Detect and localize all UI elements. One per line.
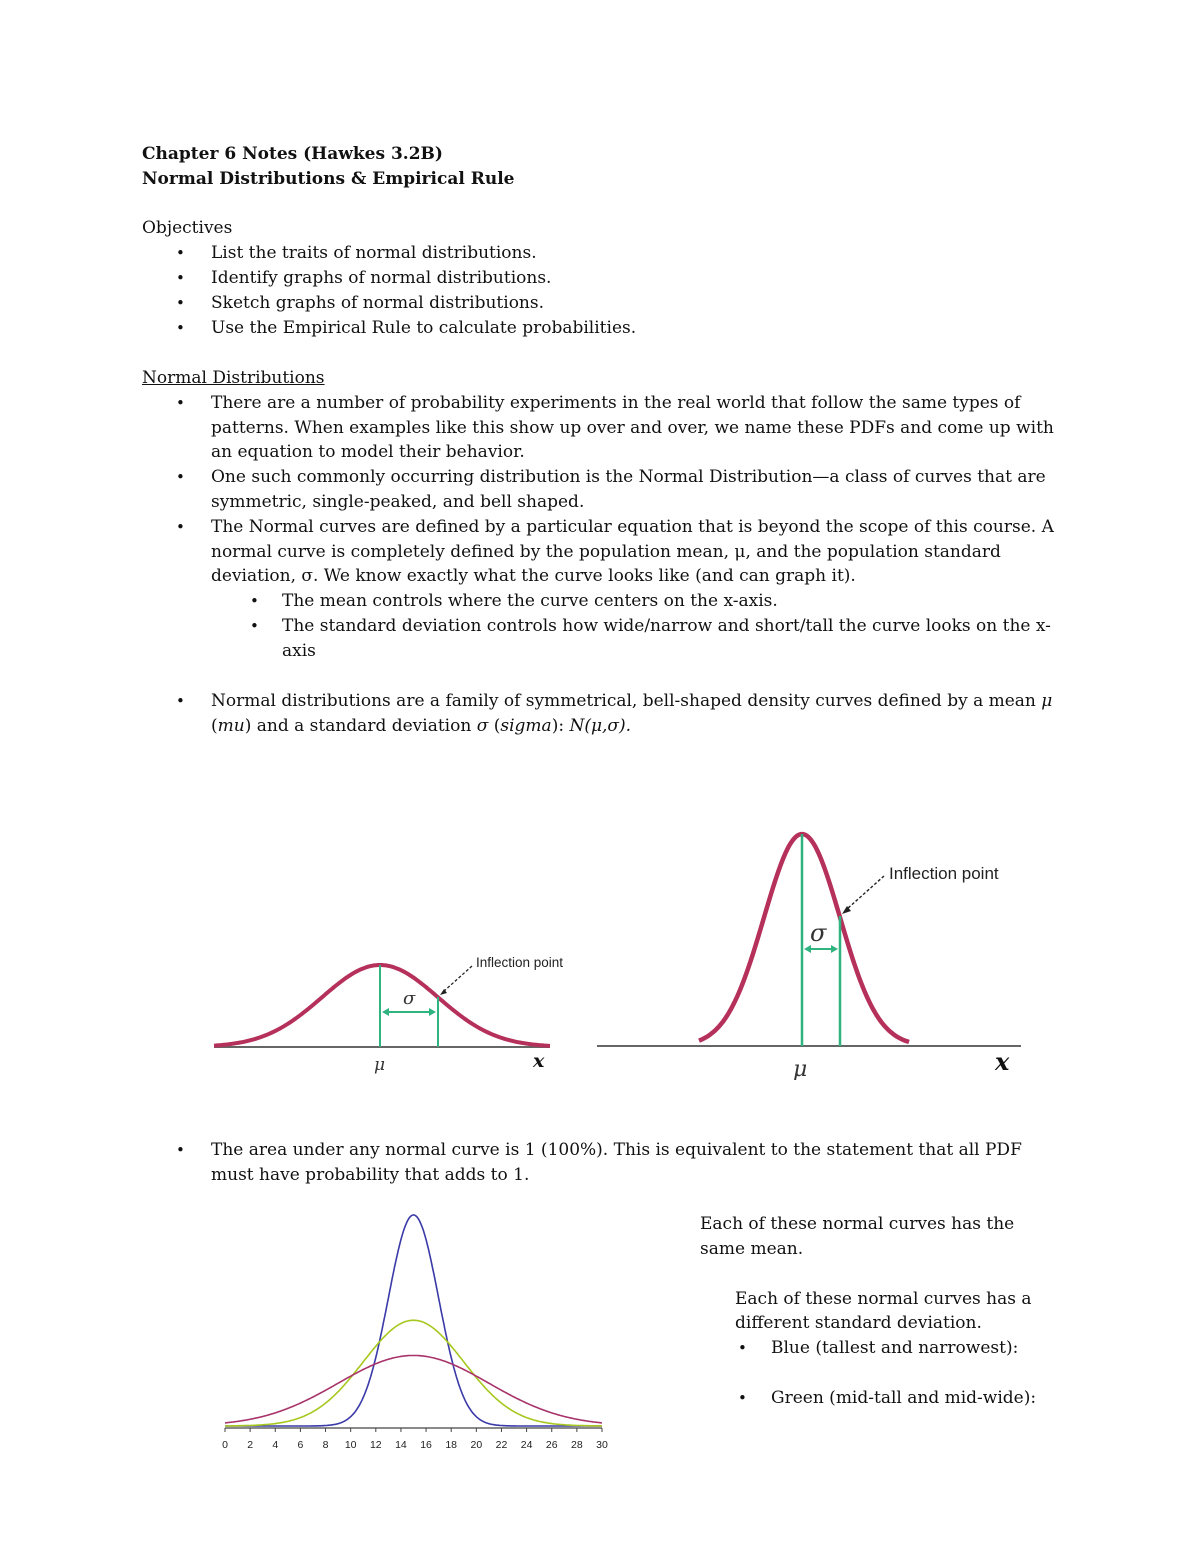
- list-item: Use the Empirical Rule to calculate probabilities.: [211, 318, 637, 338]
- normal-curves-chart: [215, 1210, 615, 1460]
- paragraph-line: patterns. When examples like this show up over and over, we name these PDFs and come up with: [211, 418, 1054, 438]
- x-tick-label: 24: [520, 1439, 533, 1451]
- objectives-heading: Objectives: [142, 218, 233, 238]
- series-line-red: [225, 1356, 602, 1423]
- figure-narrow-normal-curve: [595, 820, 1035, 1080]
- bullet-icon: •: [176, 294, 185, 312]
- normal-curve: [699, 834, 909, 1042]
- bullet-icon: •: [176, 1141, 185, 1159]
- x-tick-label: 14: [395, 1439, 407, 1451]
- page-title: Chapter 6 Notes (Hawkes 3.2B): [142, 144, 443, 164]
- arrow-right-icon: [429, 1008, 436, 1016]
- x-tick-label: 4: [272, 1439, 279, 1451]
- mu-word: mu: [217, 716, 245, 736]
- arrow-left-icon: [382, 1008, 389, 1016]
- mu-label: μ: [374, 1055, 386, 1075]
- bullet-icon: •: [738, 1389, 747, 1407]
- bullet-icon: •: [176, 244, 185, 262]
- paragraph-line: deviation, σ. We know exactly what the curve looks like (and can graph it).: [211, 566, 856, 586]
- paragraph-line: normal curve is completely defined by the population mean, μ, and the population standard: [211, 542, 1001, 562]
- paragraph-text: ) and a standard deviation: [244, 716, 472, 736]
- x-tick-label: 20: [470, 1439, 483, 1451]
- sigma-symbol: σ: [476, 716, 489, 736]
- chart-plot-area: [222, 1215, 608, 1451]
- arrow-right-icon: [831, 945, 838, 953]
- paragraph-text: (: [211, 716, 218, 736]
- list-item: Green (mid-tall and mid-wide):: [771, 1388, 1037, 1408]
- sigma-word: sigma: [500, 716, 552, 736]
- bullet-icon: •: [176, 394, 185, 412]
- inflection-label: Inflection point: [889, 864, 999, 883]
- x-tick-label: 8: [322, 1439, 329, 1451]
- bullet-icon: •: [176, 468, 185, 486]
- paragraph-line: [211, 714, 631, 739]
- list-item: Blue (tallest and narrowest):: [771, 1338, 1019, 1358]
- section-heading: Normal Distributions: [142, 368, 325, 388]
- bullet-icon: •: [176, 692, 185, 710]
- sigma-label: σ: [810, 919, 827, 947]
- paragraph-line: [211, 689, 1052, 714]
- list-item: Sketch graphs of normal distributions.: [211, 293, 545, 313]
- bullet-icon: •: [250, 617, 259, 635]
- pointer-line: [443, 966, 472, 992]
- x-label: x: [995, 1047, 1010, 1076]
- x-tick-label: 2: [247, 1439, 254, 1451]
- paragraph-line: The area under any normal curve is 1 (100%). This is equivalent to the statement that all PDF: [211, 1140, 1022, 1160]
- sub-bullet: axis: [282, 641, 316, 661]
- bullet-icon: •: [176, 518, 185, 536]
- x-tick-label: 18: [445, 1439, 458, 1451]
- x-label: x: [533, 1050, 545, 1072]
- x-tick-label: 0: [222, 1439, 228, 1451]
- side-text-line: Each of these normal curves has a: [735, 1289, 1032, 1309]
- sub-bullet: The mean controls where the curve centers on the x-axis.: [282, 591, 778, 611]
- x-tick-label: 12: [369, 1439, 382, 1451]
- page-subtitle: Normal Distributions & Empirical Rule: [142, 169, 515, 189]
- x-tick-label: 30: [596, 1439, 608, 1451]
- list-item: List the traits of normal distributions.: [211, 243, 537, 263]
- bullet-icon: •: [250, 592, 259, 610]
- x-tick-label: 16: [420, 1439, 432, 1451]
- x-tick-label: 10: [344, 1439, 357, 1451]
- sub-bullet: The standard deviation controls how wide/narrow and short/tall the curve looks on the x-: [282, 616, 1051, 636]
- paragraph-line: One such commonly occurring distribution is the Normal Distribution—a class of curves that are: [211, 467, 1046, 487]
- inflection-label: Inflection point: [476, 955, 564, 970]
- list-item: Identify graphs of normal distributions.: [211, 268, 552, 288]
- sigma-label: σ: [403, 988, 416, 1009]
- x-tick-label: 6: [297, 1439, 304, 1451]
- x-tick-label: 28: [571, 1439, 583, 1451]
- bullet-icon: •: [176, 319, 185, 337]
- paragraph-line: symmetric, single-peaked, and bell shaped.: [211, 492, 585, 512]
- mu-symbol: μ: [1041, 691, 1053, 711]
- paragraph-line: The Normal curves are defined by a particular equation that is beyond the scope of this course. A: [211, 517, 1054, 537]
- figure-wide-normal-curve: [200, 940, 590, 1080]
- bullet-icon: •: [738, 1339, 747, 1357]
- paragraph-line: There are a number of probability experiments in the real world that follow the same types of: [211, 393, 1021, 413]
- normal-curve: [214, 965, 550, 1046]
- paragraph-line: an equation to model their behavior.: [211, 442, 525, 462]
- side-text-line: same mean.: [700, 1239, 804, 1259]
- paragraph-text: Normal distributions are a family of symmetrical, bell-shaped density curves defined by a mean: [211, 691, 1036, 711]
- notation: N(μ,σ).: [569, 716, 632, 736]
- x-tick-label: 26: [545, 1439, 558, 1451]
- paragraph-line: must have probability that adds to 1.: [211, 1165, 530, 1185]
- side-text-line: different standard deviation.: [735, 1313, 982, 1333]
- paragraph-text: (: [493, 716, 501, 736]
- bullet-icon: •: [176, 269, 185, 287]
- side-text-line: Each of these normal curves has the: [700, 1214, 1015, 1234]
- pointer-line: [847, 876, 884, 909]
- mu-label: μ: [793, 1057, 808, 1080]
- x-tick-label: 22: [495, 1439, 508, 1451]
- paragraph-text: ):: [551, 716, 565, 736]
